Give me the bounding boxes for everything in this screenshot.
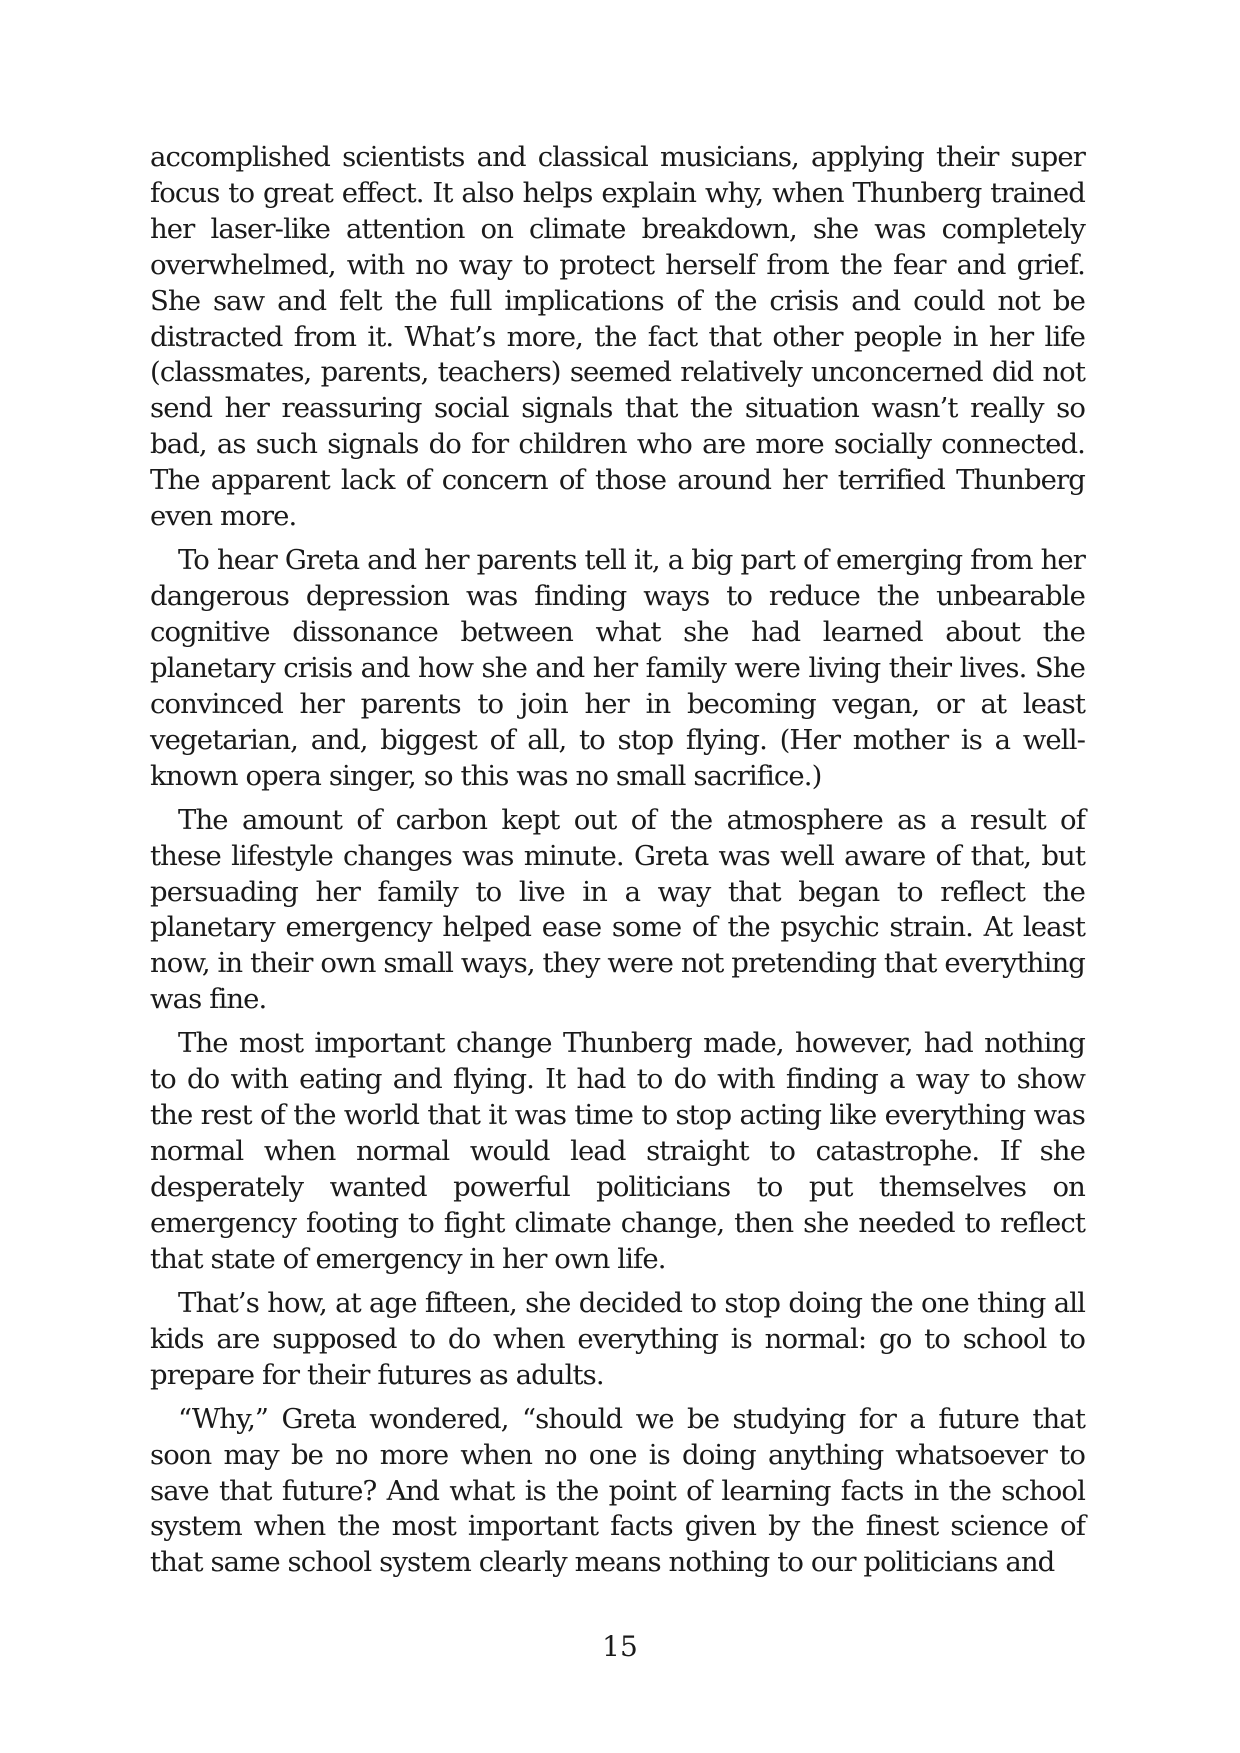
paragraph-most-important-change: The most important change Thunberg made, however, had nothing to do with eating and flying. It had to do with finding a way to show the rest of the world that it was time to stop acting like everything was normal when normal would lead straight to catastrophe. If she desperately wanted powerful politicians to put themselves on emergency footing to fight climate change, then she needed to reflect that state of emergency in her own life.	[150, 1027, 1085, 1275]
paragraph-greta-quote: “Why,” Greta wondered, “should we be studying for a future that soon may be no more when no one is doing anything whatsoever to save that future? And what is the point of learning facts in the school system when the most important facts given by the finest science of that same school system clearly means nothing to our politicians and	[150, 1402, 1085, 1579]
paragraph-greta-depression: To hear Greta and her parents tell it, a big part of emerging from her dangerous depression was finding ways to reduce the unbearable cognitive dissonance between what she had learned about the planetary crisis and how she and her family were living their lives. She convinced her parents to join her in becoming vegan, or at least vegetarian, and, biggest of all, to stop flying. (Her mother is a well-known opera singer, so this was no small sacrifice.)	[150, 544, 1085, 792]
page-body	[150, 140, 1085, 1589]
paragraph-age-fifteen: That’s how, at age fifteen, she decided to stop doing the one thing all kids are supposed to do when everything is normal: go to school to prepare for their futures as adults.	[150, 1286, 1085, 1391]
page-number: 15	[602, 1630, 638, 1663]
paragraph-continuation: accomplished scientists and classical musicians, applying their super focus to great effect. It also helps explain why, when Thunberg trained her laser-like attention on climate breakdown, she was completely overwhelmed, with no way to protect herself from the fear and grief. She saw and felt the full implications of the crisis and could not be distracted from it. What’s more, the fact that other people in her life (classmates, parents, teachers) seemed relatively unconcerned did not send her reassuring social signals that the situation wasn’t really so bad, as such signals do for children who are more socially connected. The apparent lack of concern of those around her terrified Thunberg even more.	[150, 141, 1085, 533]
paragraph-carbon-lifestyle: The amount of carbon kept out of the atmosphere as a result of these lifestyle changes was minute. Greta was well aware of that, but persuading her family to live in a way that began to reflect the planetary emergency helped ease some of the psychic strain. At least now, in their own small ways, they were not pretending that everything was fine.	[150, 803, 1085, 1016]
